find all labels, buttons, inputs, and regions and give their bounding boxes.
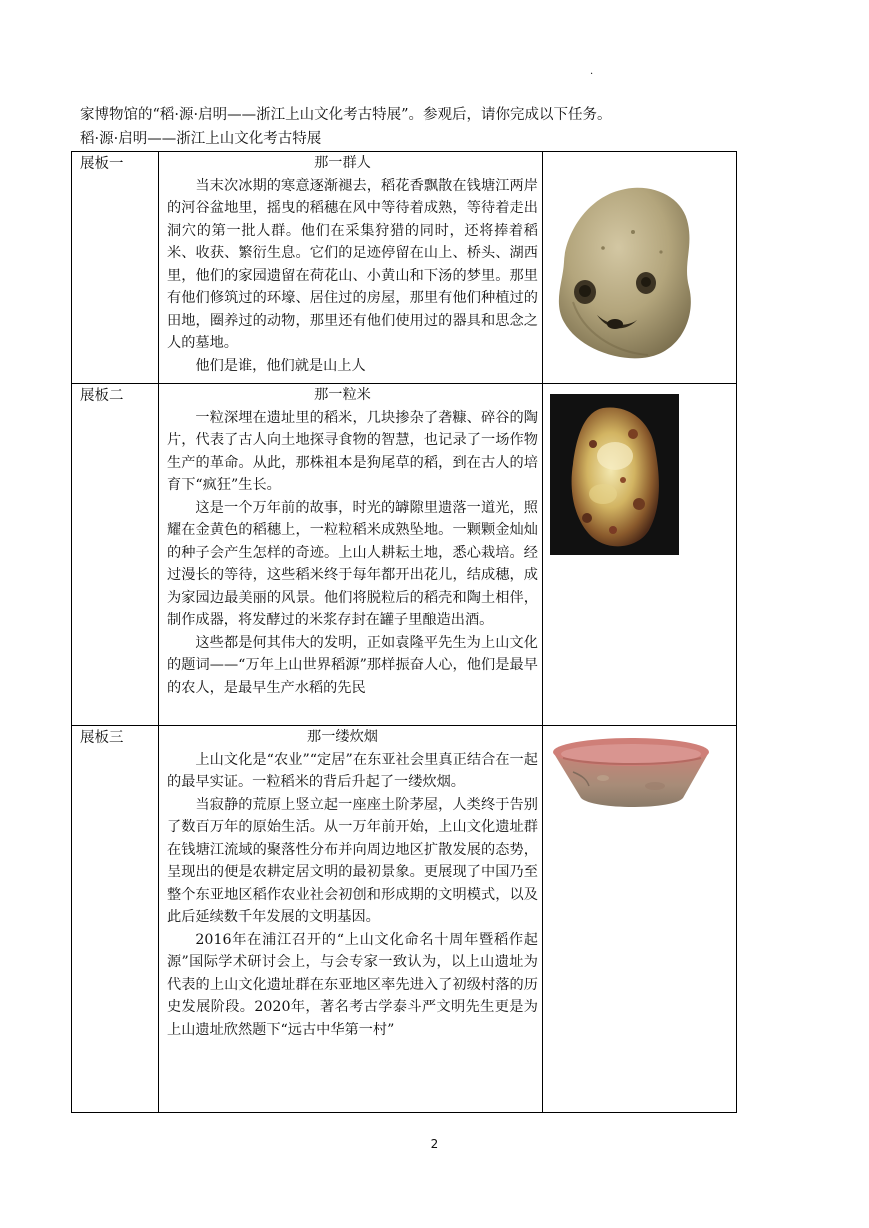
- stone-face-artifact-image: [543, 152, 736, 379]
- rice-grain-image: [543, 384, 736, 725]
- panel-text: [159, 726, 543, 1113]
- panel-paragraph: 2016年在浦江召开的“上山文化命名十周年暨稻作起源”国际学术研讨会上，与会专家一致认为，以上山遗址为代表的上山文化遗址群在东亚地区率先进入了初级村落的历史发展阶段。2020年，著名考古学泰斗严文明先生更是为上山遗址欣然题下“远古中华第一村”: [167, 931, 538, 1038]
- panel-label: 展板三: [72, 726, 159, 1113]
- pottery-bowl-image: [543, 726, 736, 1112]
- panel-paragraph: 当末次冰期的寒意逐渐褪去，稻花香飘散在钱塘江两岸的河谷盆地里，摇曳的稻穗在风中等待着成熟，等待着走出洞穴的第一批人群。他们在采集狩猎的同时，还将捧着稻米、收获、繁衍生息。它们的足迹停留在山上、桥头、湖西里，他们的家园遗留在荷花山、小黄山和下汤的梦里。那里有他们修筑过的环壕、居住过的房屋，那里有他们种植过的田地，圈养过的动物，那里还有他们使用过的器具和思念之人的墓地。: [167, 177, 538, 351]
- panel-title: 那一粒米: [314, 387, 371, 403]
- intro-line: 家博物馆的“稻·源·启明——浙江上山文化考古特展”。参观后，请你完成以下任务。: [80, 107, 612, 123]
- panel-paragraph: 这是一个万年前的故事，时光的罅隙里遗落一道光，照耀在金黄色的稻穗上，一粒粒稻米成熟坠地。一颗颗金灿灿的种子会产生怎样的奇迹。上山人耕耘土地，悉心栽培。经过漫长的等待，这些稻米终于每年都开出花儿，结成穗，成为家园边最美丽的风景。他们将脱粒后的稻壳和陶土相伴，制作成器，将发酵过的米浆存封在罐子里酿造出酒。: [167, 499, 538, 628]
- panel-paragraph: 这些都是何其伟大的发明，正如袁隆平先生为上山文化的题词——“万年上山世界稻源”那样振奋人心，他们是最早的农人，是最早生产水稻的先民: [167, 634, 538, 696]
- exhibit-table: [71, 151, 737, 1113]
- panel-paragraph: 上山文化是“农业”“定居”在东亚社会里真正结合在一起的最早实证。一粒稻米的背后升起了一缕炊烟。: [167, 751, 538, 790]
- page-number: 2: [430, 1137, 439, 1151]
- panel-label: 展板一: [72, 152, 159, 384]
- panel-image-cell: [543, 152, 737, 384]
- panel-title: 那一缕炊烟: [307, 729, 378, 745]
- panel-label: 展板二: [72, 384, 159, 726]
- table-row: [72, 726, 737, 1113]
- panel-paragraph: 当寂静的荒原上竖立起一座座土阶茅屋，人类终于告别了数百万年的原始生活。从一万年前开始，上山文化遗址群在钱塘江流域的聚落性分布并向周边地区扩散发展的态势，呈现出的便是农耕定居文明的最初景象。更展现了中国乃至整个东亚地区稻作农业社会初创和形成期的文明模式，以及此后延续数千年发展的文明基因。: [167, 796, 538, 925]
- panel-title: 那一群人: [314, 155, 371, 171]
- header-dot: .: [590, 66, 594, 77]
- table-row: [72, 152, 737, 384]
- panel-text: [159, 384, 543, 726]
- panel-image-cell: [543, 384, 737, 726]
- exhibit-title: 稻·源·启明——浙江上山文化考古特展: [80, 131, 322, 147]
- panel-image-cell: [543, 726, 737, 1113]
- panel-paragraph: 一粒深埋在遗址里的稻米，几块掺杂了砻糠、碎谷的陶片，代表了古人向土地探寻食物的智慧，也记录了一场作物生产的革命。从此，那株祖本是狗尾草的稻，到在古人的培育下“疯狂”生长。: [167, 409, 538, 493]
- table-row: [72, 384, 737, 726]
- panel-paragraph: 他们是谁，他们就是山上人: [195, 357, 366, 374]
- panel-text: [159, 152, 543, 384]
